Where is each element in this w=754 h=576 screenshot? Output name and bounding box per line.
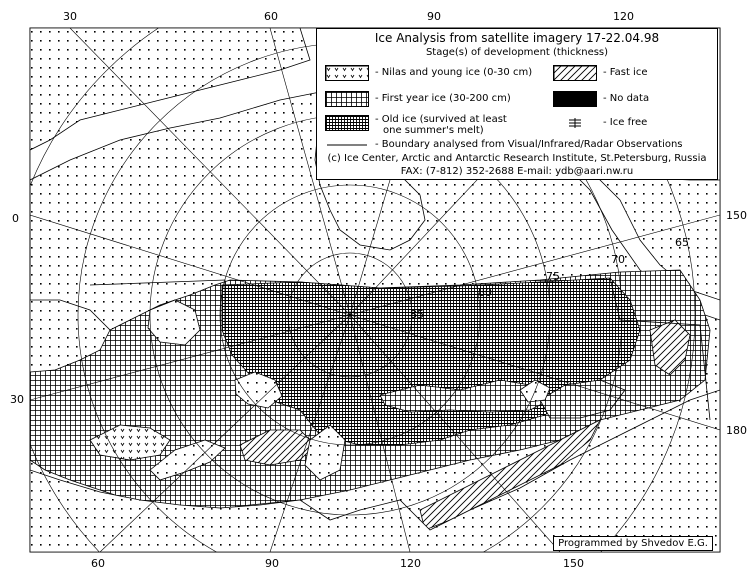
parallel-label-65: 65	[675, 236, 689, 249]
legend-label-old-line2: one summer's melt)	[383, 125, 484, 136]
bottom-lon-90: 90	[265, 557, 279, 570]
legend-copyright: (c) Ice Center, Arctic and Antarctic Research Institute, St.Petersburg, Russia	[327, 153, 707, 164]
legend-label-icefree: - Ice free	[603, 117, 648, 128]
right-lon-180: 180	[726, 424, 747, 437]
swatch-nilas-icon	[325, 65, 369, 81]
ice-free-symbol-icon	[553, 115, 597, 131]
bottom-lon-120: 120	[400, 557, 421, 570]
parallel-label-70: 70	[611, 253, 625, 266]
top-lon-60: 60	[264, 10, 278, 23]
top-lon-90: 90	[427, 10, 441, 23]
legend-label-boundary: - Boundary analysed from Visual/Infrared/Radar Observations	[375, 139, 683, 150]
legend-title: Ice Analysis from satellite imagery 17-22.04.98	[374, 31, 660, 45]
boundary-line-icon	[325, 137, 369, 153]
legend-panel	[316, 28, 718, 180]
legend-subtitle: Stage(s) of development (thickness)	[425, 47, 609, 58]
parallel-label-80: 80	[478, 286, 492, 299]
legend-contact: FAX: (7-812) 352-2688 E-mail: ydb@aari.nw.ru	[400, 166, 634, 177]
top-lon-30: 30	[63, 10, 77, 23]
swatch-first-year-icon	[325, 91, 369, 107]
left-lon-30: 30	[10, 393, 24, 406]
swatch-fast-ice-icon	[553, 65, 597, 81]
right-lon-150: 150	[726, 209, 747, 222]
legend-label-firstyear: - First year ice (30-200 cm)	[375, 93, 511, 104]
legend-label-fast: - Fast ice	[603, 67, 648, 78]
legend-label-nodata: - No data	[603, 93, 650, 104]
swatch-no-data-icon	[553, 91, 597, 107]
left-lon-0: 0	[12, 212, 19, 225]
bottom-lon-150: 150	[563, 557, 584, 570]
legend-label-nilas: - Nilas and young ice (0-30 cm)	[375, 67, 533, 78]
credit-box: Programmed by Shvedov E.G.	[553, 536, 713, 551]
bottom-lon-60: 60	[91, 557, 105, 570]
parallel-label-85: 85	[410, 308, 424, 321]
parallel-label-75: 75	[546, 270, 560, 283]
legend-label-old: - Old ice (survived at least	[375, 114, 507, 125]
top-lon-120: 120	[613, 10, 634, 23]
swatch-old-ice-icon	[325, 115, 369, 131]
